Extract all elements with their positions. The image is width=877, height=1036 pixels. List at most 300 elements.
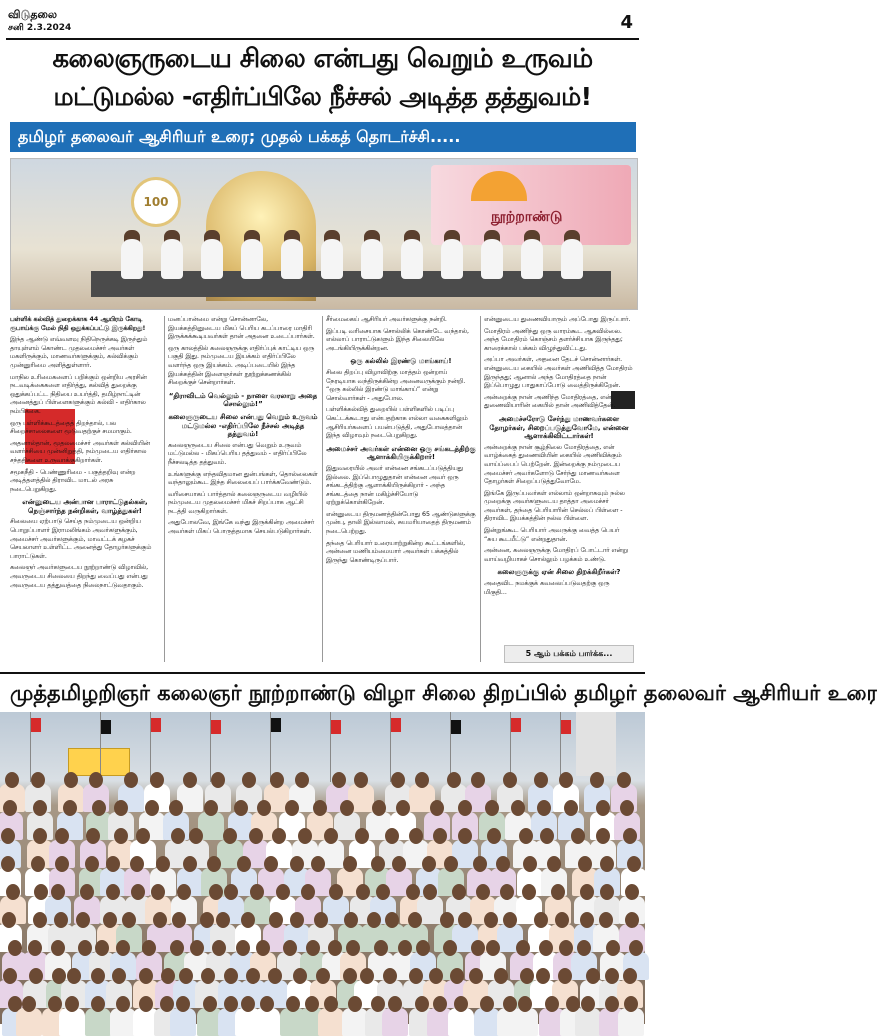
- crowd-person: [448, 1008, 474, 1036]
- crowd-person-head: [600, 856, 614, 872]
- crowd-person-head: [503, 912, 517, 928]
- crowd-person-head: [80, 884, 94, 900]
- page-header: [0, 0, 645, 40]
- crowd-person-head: [343, 856, 357, 872]
- crowd-person-head: [89, 772, 103, 788]
- crowd-person-head: [54, 912, 68, 928]
- crowd-person-head: [242, 772, 256, 788]
- crowd-person-head: [476, 884, 490, 900]
- crowd-person-head: [116, 940, 130, 956]
- crowd-person-head: [629, 940, 643, 956]
- column-subhead: என்னுடைய அன்பான பாராட்டுதல்கள், நெஞ்சார்ந்த நன்றிகள், வாழ்த்துகள்!: [22, 498, 148, 515]
- crowd-person-head: [559, 772, 573, 788]
- crowd-person: [254, 1008, 280, 1036]
- crowd-person-head: [443, 940, 457, 956]
- headline-line-2: மட்டுமல்ல -எதிர்ப்பிலே நீச்சல் அடித்த தத்துவம்!: [53, 82, 592, 111]
- paragraph: சீர்மைகைய் ஆசிரியர் அவர்களுக்கு நன்றி.: [326, 316, 447, 323]
- crowd-person-head: [496, 856, 510, 872]
- crowd-person-head: [485, 800, 499, 816]
- crowd-person-head: [500, 884, 514, 900]
- crowd-person-head: [183, 772, 197, 788]
- crowd-person-head: [348, 996, 362, 1012]
- paragraph: சிலையை ஏற்பாடு செய்த நம்முடைய ஒன்றிய பொறுப்பாளர் இராமலிங்கம் அவர்களுக்கும், அமைச்சர் அவர்களுக்கும், மாவட்டக் கழகச் செயலாளர் உள்ளிட்ட அனைத்து தோழர்களுக்கும் பாராட்டுகள்.: [10, 518, 152, 560]
- crowd-person-head: [1, 856, 15, 872]
- crowd-person-head: [95, 940, 109, 956]
- crowd-person-head: [236, 940, 250, 956]
- crowd-person-head: [211, 772, 225, 788]
- masthead: விடுதலை: [8, 8, 58, 21]
- crowd-person-head: [408, 912, 422, 928]
- crowd-person-head: [536, 968, 550, 984]
- dignitary: [241, 239, 263, 279]
- crowd-person-head: [249, 828, 263, 844]
- crowd-person-head: [29, 968, 43, 984]
- crowd-person-head: [207, 856, 221, 872]
- crowd-person-head: [555, 912, 569, 928]
- paragraph: இப்படி வரிசையாக சொல்லிக் கொண்டே வந்தால், எல்லாப் பாராட்டுகளும் இந்த சிலையிலே அடங்கியிருக்கின்றன.: [326, 327, 469, 352]
- crowd-person-head: [559, 940, 573, 956]
- column-quote: “திராவிடம் வெல்லும் - நாளை வரலாறு அதை சொல்லும்!”: [168, 391, 318, 409]
- crowd-person-head: [169, 800, 183, 816]
- crowd-person-head: [156, 856, 170, 872]
- crowd-photo: [0, 712, 645, 1024]
- crowd-person-head: [605, 968, 619, 984]
- dignitary: [161, 239, 183, 279]
- paragraph: வரிசையாகப் பார்த்தால் கலைஞருடைய வழியில் நம்முடைய முதலமைச்சர் மிகச் சிறப்பாக ஆட்சி நடத்தி வருகிறார்கள்.: [168, 490, 308, 515]
- crowd-person-head: [257, 800, 271, 816]
- crowd-person-head: [605, 996, 619, 1012]
- crowd-person-head: [305, 996, 319, 1012]
- paragraph: ஒரு காலத்தில் கலைஞருக்கு எதிர்ப்புக் காட்டிய ஒரு பகுதி இது. நம்முடைய இயக்கம் எதிர்ப்பிலே வளர்ந்த ஒரு இயக்கம். அடிப்படையில் இந்த இயக்கத்தின் இளைஞர்கள் நூற்றுக்கணக்கில் சிறைக்குச் சென்றார்கள்.: [168, 344, 315, 387]
- crowd-person-head: [34, 884, 48, 900]
- crowd-person-head: [33, 800, 47, 816]
- crowd-person-head: [452, 884, 466, 900]
- crowd-person-head: [301, 884, 315, 900]
- crowd-person-head: [1, 828, 15, 844]
- crowd-person-head: [33, 912, 47, 928]
- crowd-person-head: [204, 800, 218, 816]
- crowd-person-head: [392, 856, 406, 872]
- crowd-person-head: [623, 968, 637, 984]
- paragraph: இங்கே இருப்பவர்கள் எல்லாம் ஒன்றாகவும் நல்ல முறைக்கு அவர்களுடைய தாத்தா அமைச்சர் அவர்கள், தந்தை பெரியாரின் செல்லப் பிள்ளை - திராவிட இயக்கத்தின் நல்ல பிள்ளை.: [484, 489, 625, 523]
- paragraph: தந்தை பெரியார் உரையாற்றுகின்ற கூட்டங்களில், அன்னை மணியம்மையார் அவர்கள் பக்கத்தில் இருந்து கொண்டிருப்பார்.: [326, 539, 466, 564]
- paragraph: சிலை திறப்பு விழாவிற்கு மாத்தம் ஒன்றாய் நேரடியாக வந்திருக்கின்ற அனைவருக்கும் நன்றி. “ஒரு கல்லில் இரண்டு மாங்காய்” என்று சொல்வார்கள் - அதுபோல.: [326, 368, 466, 402]
- crowd-person-head: [67, 968, 81, 984]
- crowd-person-head: [580, 884, 594, 900]
- continued-on-page-link[interactable]: 5 ஆம் பக்கம் பார்க்க...: [504, 645, 634, 663]
- crowd-person-head: [620, 800, 634, 816]
- paragraph: மாநில உரிமைகளைப் பறிக்கும் ஒன்றிய அரசின் நடவடிக்கைகளை எதிர்த்து, கல்வித் துறைக்கு ஒதுக்கப்பட்ட நிதியை உயர்த்தி, தமிழ்நாட்டின் அனைத்துப் பிள்ளைகளுக்கும் கல்வி - எதிர்கால நம்பிக்கை.: [10, 373, 147, 415]
- crowd-person-head: [471, 772, 485, 788]
- column-subhead: கலைஞருடைய சிலை என்பது வெறும் உருவம் மட்டுமல்ல -எதிர்ப்பிலே நீச்சல் அடித்த தத்துவம்!: [168, 412, 318, 439]
- crowd-person-head: [385, 912, 399, 928]
- paragraph: அன்றைக்கு நான் சூழ்நிலை மோதிரத்தை, என் வாழ்க்கைத் துணைவியின் கையில் அணிவிக்கும் வாய்ப்பைப் பெற்றேன். இன்றைக்கு நம்முடைய அமைச்சர் அவர்களோடு சேர்ந்து மாணவர்களை தோழர்கள் சிறைப்படுத்துவோமே.: [484, 443, 622, 486]
- crowd-person-head: [606, 940, 620, 956]
- crowd-person-head: [324, 828, 338, 844]
- crowd-person-head: [190, 940, 204, 956]
- crowd-person-head: [63, 800, 77, 816]
- paragraph: கலைஞர் அவர்களுடைய நூற்றாண்டு விழாவில், அவருடைய சிலையை திறந்து வைப்பது என்பது அவருடைய தத்துவத்தை நிலைநாட்டுவதாகும்.: [10, 564, 149, 589]
- crowd-person-head: [290, 912, 304, 928]
- crowd-person-head: [136, 828, 150, 844]
- crowd-person-head: [454, 996, 468, 1012]
- dignitary: [361, 239, 383, 279]
- crowd-person-head: [306, 940, 320, 956]
- crowd-person-head: [91, 996, 105, 1012]
- crowd-person-head: [539, 940, 553, 956]
- crowd-person-head: [558, 968, 572, 984]
- article-column-4: [484, 316, 634, 662]
- dignitary: [441, 239, 463, 279]
- crowd-person-head: [396, 800, 410, 816]
- dignitary: [121, 239, 143, 279]
- crowd-person-head: [473, 856, 487, 872]
- column-subhead: ஒரு கல்லில் இரண்டு மாங்காய்!: [350, 357, 452, 366]
- crowd-person-head: [447, 772, 461, 788]
- crowd-person-head: [409, 968, 423, 984]
- crowd-person-head: [440, 912, 454, 928]
- crowd-person: [16, 1008, 42, 1036]
- crowd-person-head: [324, 996, 338, 1012]
- crowd-person: [59, 1008, 85, 1036]
- crowd-person-head: [316, 968, 330, 984]
- crowd-person-head: [2, 912, 16, 928]
- crowd-person-head: [189, 828, 203, 844]
- crowd-person-head: [51, 940, 65, 956]
- crowd-person-head: [433, 828, 447, 844]
- crowd-person-head: [545, 996, 559, 1012]
- paragraph: அதுபோலவே, இங்கே வந்து இருக்கின்ற அமைச்சர் அவர்கள் மிகப் பொருத்தமாக செயல்படுகிறார்கள்.: [168, 519, 315, 536]
- crowd-person-head: [627, 856, 641, 872]
- crowd-person-head: [151, 884, 165, 900]
- crowd-person-head: [354, 772, 368, 788]
- crowd-person-head: [31, 856, 45, 872]
- crowd-person-head: [600, 884, 614, 900]
- crowd-person-head: [385, 828, 399, 844]
- centenary-logo: 100: [131, 177, 181, 227]
- crowd-person-head: [295, 772, 309, 788]
- crowd-person-head: [106, 884, 120, 900]
- crowd-person-head: [586, 968, 600, 984]
- crowd-person-head: [269, 912, 283, 928]
- article-column-1: [10, 316, 160, 662]
- crowd-person-head: [487, 828, 501, 844]
- paragraph: மோதிரம் அணிந்து ஒரு வாரம்கூட ஆகவில்லை. அந்த மோதிரம் கொஞ்சம் தளர்ச்சியாக இருந்தது; காரைக்கால் பக்கம் விழுந்துவிட்டது.: [484, 327, 623, 352]
- crowd-person-head: [5, 772, 19, 788]
- crowd-person-head: [201, 968, 215, 984]
- paragraph: அன்னை, கலைஞருக்கு மோதிரப் போட்டார் என்று வாய்வழியாகச் சொல்லும் பழக்கம் உண்டு.: [484, 547, 628, 563]
- crowd-person-head: [112, 968, 126, 984]
- paragraph: அன்றைக்கு நான் அணிந்த மோதிரத்தை, என் துணைவியாரின் கையில் தான் அணிவித்தேன்.: [484, 393, 616, 410]
- crowd-person-head: [237, 856, 251, 872]
- crowd-person-head: [423, 884, 437, 900]
- crowd-person-head: [444, 856, 458, 872]
- crowd-person-head: [139, 996, 153, 1012]
- crowd-person-head: [177, 884, 191, 900]
- crowd-person-head: [3, 968, 17, 984]
- crowd-person-head: [372, 800, 386, 816]
- crowd-person-head: [356, 884, 370, 900]
- stage-photo: [10, 158, 638, 310]
- crowd-person-head: [31, 772, 45, 788]
- column-subhead: அமைச்சரோடு சேர்ந்து மாணவர்களை தோழர்கள், சிறைப்படுத்துவோமே, என்னை ஆளாக்கிவிட்டார்கள்!: [489, 414, 629, 441]
- crowd-person-head: [409, 828, 423, 844]
- crowd-person-head: [590, 772, 604, 788]
- crowd-person: [575, 1008, 601, 1036]
- dignitary: [281, 239, 303, 279]
- crowd-person-head: [596, 800, 610, 816]
- crowd-person-head: [286, 996, 300, 1012]
- crowd-person-head: [122, 912, 136, 928]
- crowd-person-head: [518, 996, 532, 1012]
- crowd-person-head: [537, 800, 551, 816]
- crowd-person-head: [596, 828, 610, 844]
- crowd-person-head: [383, 968, 397, 984]
- headline-line-1: கலைஞருடைய சிலை என்பது வெறும் உருவம்: [52, 44, 593, 74]
- crowd-person-head: [511, 800, 525, 816]
- stage-banner: [431, 165, 631, 245]
- crowd-person-head: [22, 996, 36, 1012]
- crowd-person-head: [578, 856, 592, 872]
- crowd-person-head: [223, 828, 237, 844]
- crowd-person: [512, 1008, 538, 1036]
- crowd-person-head: [270, 772, 284, 788]
- crowd-person-head: [183, 856, 197, 872]
- paragraph: இன்றுங்கூட பெரியார் அவருக்கு வைத்த பெயர் “சுய கூடமீட்டு” என்றதுதான்.: [484, 527, 620, 543]
- article-column-3: [326, 316, 476, 662]
- paragraph: இந்த ஆண்டு எவ்வளவு நிதிநெருக்கடி இருந்தும் தாயுள்ளம் கொண்ட முதலமைச்சர் அவர்கள் மகளிருக்கும், மாணவர்களுக்கும், கல்விக்கும் முன்னுரிமை அளித்துள்ளார்.: [10, 336, 148, 369]
- crowd-person-head: [153, 912, 167, 928]
- crowd-person-head: [172, 912, 186, 928]
- stage-banner-text: நூற்றாண்டு: [491, 209, 563, 225]
- crowd-person-head: [150, 772, 164, 788]
- dignitary: [561, 239, 583, 279]
- crowd-person-head: [203, 996, 217, 1012]
- crowd-person-head: [161, 968, 175, 984]
- crowd-person-head: [623, 828, 637, 844]
- crowd-person-head: [114, 800, 128, 816]
- crowd-person-head: [480, 996, 494, 1012]
- crowd-person-head: [503, 772, 517, 788]
- crowd-person-head: [124, 772, 138, 788]
- crowd-person-head: [65, 996, 79, 1012]
- crowd-person-head: [216, 912, 230, 928]
- page-number: 4: [620, 12, 633, 33]
- issue-date: சனி 2.3.2024: [8, 23, 72, 33]
- crowd-person-head: [406, 884, 420, 900]
- paragraph: பள்ளிக்கல்வித் துறையில் பள்ளிகளில் படிப்பு கெட்டக்கூடாது என்பதற்காக எல்லா வகைகளிலும் ஆசிரியர்களைப் பயன்படுத்தி, அதுபோலத்தான் இந்த விழாவும் நடைபெறுகிறது.: [326, 406, 468, 440]
- crowd-person-head: [329, 884, 343, 900]
- crowd-person-head: [494, 968, 508, 984]
- crowd-person-head: [571, 828, 585, 844]
- crowd-person-head: [76, 912, 90, 928]
- crowd-person-head: [86, 828, 100, 844]
- crowd-person-head: [519, 828, 533, 844]
- paragraph: கலைஞருடைய சிலை என்பது வெறும் உருவம் மட்டுமல்ல - மிகப்பெரிய தத்துவம் - எதிர்ப்பிலே நீச்சலடித்த தத்துவம்.: [168, 441, 307, 466]
- dignitary: [201, 239, 223, 279]
- crowd-person: [318, 1008, 344, 1036]
- column-subhead: அமைச்சர் அவர்கள் என்னை ஒரு சங்கடத்திற்கு ஆளாக்கியிருக்கிறார்!: [326, 444, 476, 462]
- crowd-person-head: [458, 912, 472, 928]
- subheadline-bar: தமிழர் தலைவர் ஆசிரியர் உரை; முதல் பக்கத் தொடர்ச்சி.....: [10, 122, 636, 152]
- crowd-person-head: [55, 828, 69, 844]
- crowd-person-head: [391, 772, 405, 788]
- paragraph: மனப்பான்மை என்று சொன்னாலே, இயக்கத்தினுடைய மிகப் பெரிய கடப்பாரை மாதிரி இருக்கக்கூடியவர்கள் தான் அதனை உடைப்பார்கள்.: [168, 316, 315, 341]
- crowd-person-head: [3, 800, 17, 816]
- crowd-person-head: [241, 912, 255, 928]
- crowd-person-head: [564, 800, 578, 816]
- dignitary: [401, 239, 423, 279]
- paragraph: உங்களுக்கு எந்தவிதமான துன்பங்கள், தொல்லைகள் வந்தாலும்கூட இந்த சிலையைப் பார்க்கவேண்டும்.: [168, 470, 318, 487]
- crowd-person-head: [360, 968, 374, 984]
- crowd-person-head: [328, 940, 342, 956]
- crowd-person-head: [272, 828, 286, 844]
- crowd-person-head: [293, 968, 307, 984]
- crowd-person-head: [398, 940, 412, 956]
- crowd-person-head: [246, 968, 260, 984]
- crowd-person-head: [6, 884, 20, 900]
- crowd-person-head: [371, 856, 385, 872]
- paragraph: அதைவிட நமக்குக் கவலைப்படுவதற்கு ஒரு மிகுதி...: [484, 580, 610, 596]
- crowd-person-head: [577, 940, 591, 956]
- crowd-person-head: [285, 800, 299, 816]
- crowd-person-head: [256, 940, 270, 956]
- crowd-person: [382, 1008, 408, 1036]
- crowd-person-head: [142, 940, 156, 956]
- crowd-person-head: [376, 884, 390, 900]
- paragraph: பள்ளிக் கல்வித் துறைக்காக 44 ஆயிரம் கோடி ரூபாய்க்கு மேல் நிதி ஒதுக்கப்பட்டு இருக்கிறது!: [10, 316, 146, 332]
- crowd-person-head: [314, 912, 328, 928]
- crowd-person-head: [346, 940, 360, 956]
- article-columns: [10, 316, 636, 662]
- crowd-person-head: [344, 912, 358, 928]
- crowd-person-head: [523, 856, 537, 872]
- crowd-person-head: [581, 996, 595, 1012]
- crowd-person-head: [355, 828, 369, 844]
- crowd-person-head: [367, 912, 381, 928]
- crowd-person-head: [422, 856, 436, 872]
- crowd-person: [85, 1008, 111, 1036]
- crowd-person-head: [332, 772, 346, 788]
- crowd-person-head: [179, 968, 193, 984]
- header-rule: [6, 38, 639, 40]
- crowd-person-head: [484, 912, 498, 928]
- crowd-person-head: [224, 884, 238, 900]
- paragraph: ஒரு பள்ளிக்கூடத்தைத் திறந்தால், பல சிறைச்சாலைகளை மூடுவதற்குச் சமமாகும்.: [10, 419, 132, 436]
- crowd-person-head: [625, 912, 639, 928]
- crowd-person-head: [547, 856, 561, 872]
- crowd-person-head: [371, 996, 385, 1012]
- article-column-2: [168, 316, 318, 662]
- dignitary: [321, 239, 343, 279]
- crowd-person-head: [340, 800, 354, 816]
- paragraph: இதுவரையில் அவர் என்னை சங்கடப்படுத்தியது இல்லை. இப்பொழுதுதான் என்னை அவர் ஒரு சங்கடத்திற்கு ஆளாக்கியிருக்கிறார் - அந்த சங்கடத்தை நான் மகிழ்ச்சியோடு ஏற்றுக்கொள்கிறேன்.: [326, 464, 464, 507]
- crowd-person-head: [224, 996, 238, 1012]
- crowd-person-head: [290, 856, 304, 872]
- crowd-person-head: [522, 884, 536, 900]
- crowd-person-head: [276, 884, 290, 900]
- paragraph: அதனால்தான், மூதலமைச்சர் அவர்கள் கல்வியின் வளர்ச்சியை முன்னிறுத்தி, நம்முடைய எதிர்கால சந்ததிகளை உருவாக்குகிறார்கள்.: [10, 439, 150, 464]
- crowd-person-head: [48, 996, 62, 1012]
- crowd-person-head: [486, 940, 500, 956]
- crowd-person-head: [450, 968, 464, 984]
- crowd-person-head: [625, 884, 639, 900]
- crowd-person-head: [212, 940, 226, 956]
- crowd-person-head: [130, 856, 144, 872]
- crowd-person-head: [343, 968, 357, 984]
- crowd-person-head: [106, 856, 120, 872]
- crowd-person-head: [234, 800, 248, 816]
- crowd-person-head: [268, 968, 282, 984]
- crowd-person-head: [374, 940, 388, 956]
- crowd-person-head: [433, 996, 447, 1012]
- dignitary: [521, 239, 543, 279]
- crowd-person-head: [224, 968, 238, 984]
- crowd-person-head: [114, 828, 128, 844]
- paragraph: சமூகநீதி - பெண்ணுரிமை - பகுத்தறிவு என்ற அடித்தளத்தில் திராவிட மாடல் அரசு நடைபெறுகிறது.: [10, 468, 136, 493]
- crowd-person-head: [429, 968, 443, 984]
- crowd-person: [170, 1008, 196, 1036]
- crowd-person-head: [241, 996, 255, 1012]
- dignitary: [481, 239, 503, 279]
- crowd-person-head: [415, 772, 429, 788]
- paragraph: என்னுடைய திருமணத்தின்போது 65 ஆண்டுகளுக்கு முன்பு, தாலி இல்லாமல், சுயமரியாதைத் திருமணம் நடைபெற்றது.: [326, 510, 476, 536]
- crowd-person-head: [55, 856, 69, 872]
- crowd-person-head: [103, 912, 117, 928]
- event-banner-headline: முத்தமிழறிஞர் கலைஞர் நூற்றாண்டு விழா சிலை திறப்பில் தமிழர் தலைவர் ஆசிரியர் உரை: [0, 672, 645, 712]
- crowd-person-head: [64, 772, 78, 788]
- crowd-person-head: [458, 828, 472, 844]
- crowd-person-head: [170, 940, 184, 956]
- crowd-person-head: [78, 940, 92, 956]
- crowd-person-head: [116, 996, 130, 1012]
- crowd-person-head: [283, 940, 297, 956]
- crowd-person: [618, 1008, 644, 1036]
- crowd-person-head: [131, 884, 145, 900]
- crowd-person-head: [260, 996, 274, 1012]
- paragraph: அப்பா அவர்கள், அதனை தேடச் சொன்னார்கள். என்னுடைய கையில் அவர்கள் அணிவித்த மோதிரம் இருந்தது; ஆனால் அந்த மோதிரத்தை நான் இப்பொழுது பாதுகாப்போடு வைத்திருக்கிறேன்.: [484, 356, 633, 390]
- crowd-person-head: [415, 996, 429, 1012]
- column-subhead: கலைஞருக்கு ஏன் சிலை திறக்கிறீர்கள்?: [497, 568, 621, 577]
- crowd-person-head: [8, 940, 22, 956]
- crowd-person-head: [617, 772, 631, 788]
- crowd-person-head: [430, 800, 444, 816]
- crowd-person-head: [388, 996, 402, 1012]
- crowd-person-head: [298, 828, 312, 844]
- crowd-person-head: [416, 940, 430, 956]
- crowd-person-head: [469, 968, 483, 984]
- crowd-person-head: [551, 884, 565, 900]
- crowd-person-head: [624, 996, 638, 1012]
- paragraph: என்னுடைய துணைவியாரும் அப்போது இருப்பார்.: [484, 316, 631, 323]
- crowd-person-head: [139, 968, 153, 984]
- crowd-person-head: [313, 800, 327, 816]
- crowd-person-head: [250, 884, 264, 900]
- crowd-person-head: [534, 912, 548, 928]
- crowd-person-head: [580, 912, 594, 928]
- crowd-person-head: [85, 856, 99, 872]
- crowd-person-head: [145, 800, 159, 816]
- crowd-person-head: [311, 856, 325, 872]
- crowd-person-head: [516, 940, 530, 956]
- crowd-person-head: [28, 940, 42, 956]
- crowd-person-head: [458, 800, 472, 816]
- crowd-person-head: [33, 828, 47, 844]
- crowd-person-head: [91, 968, 105, 984]
- crowd-person-head: [176, 996, 190, 1012]
- crowd-person-head: [534, 772, 548, 788]
- crowd-person-head: [264, 856, 278, 872]
